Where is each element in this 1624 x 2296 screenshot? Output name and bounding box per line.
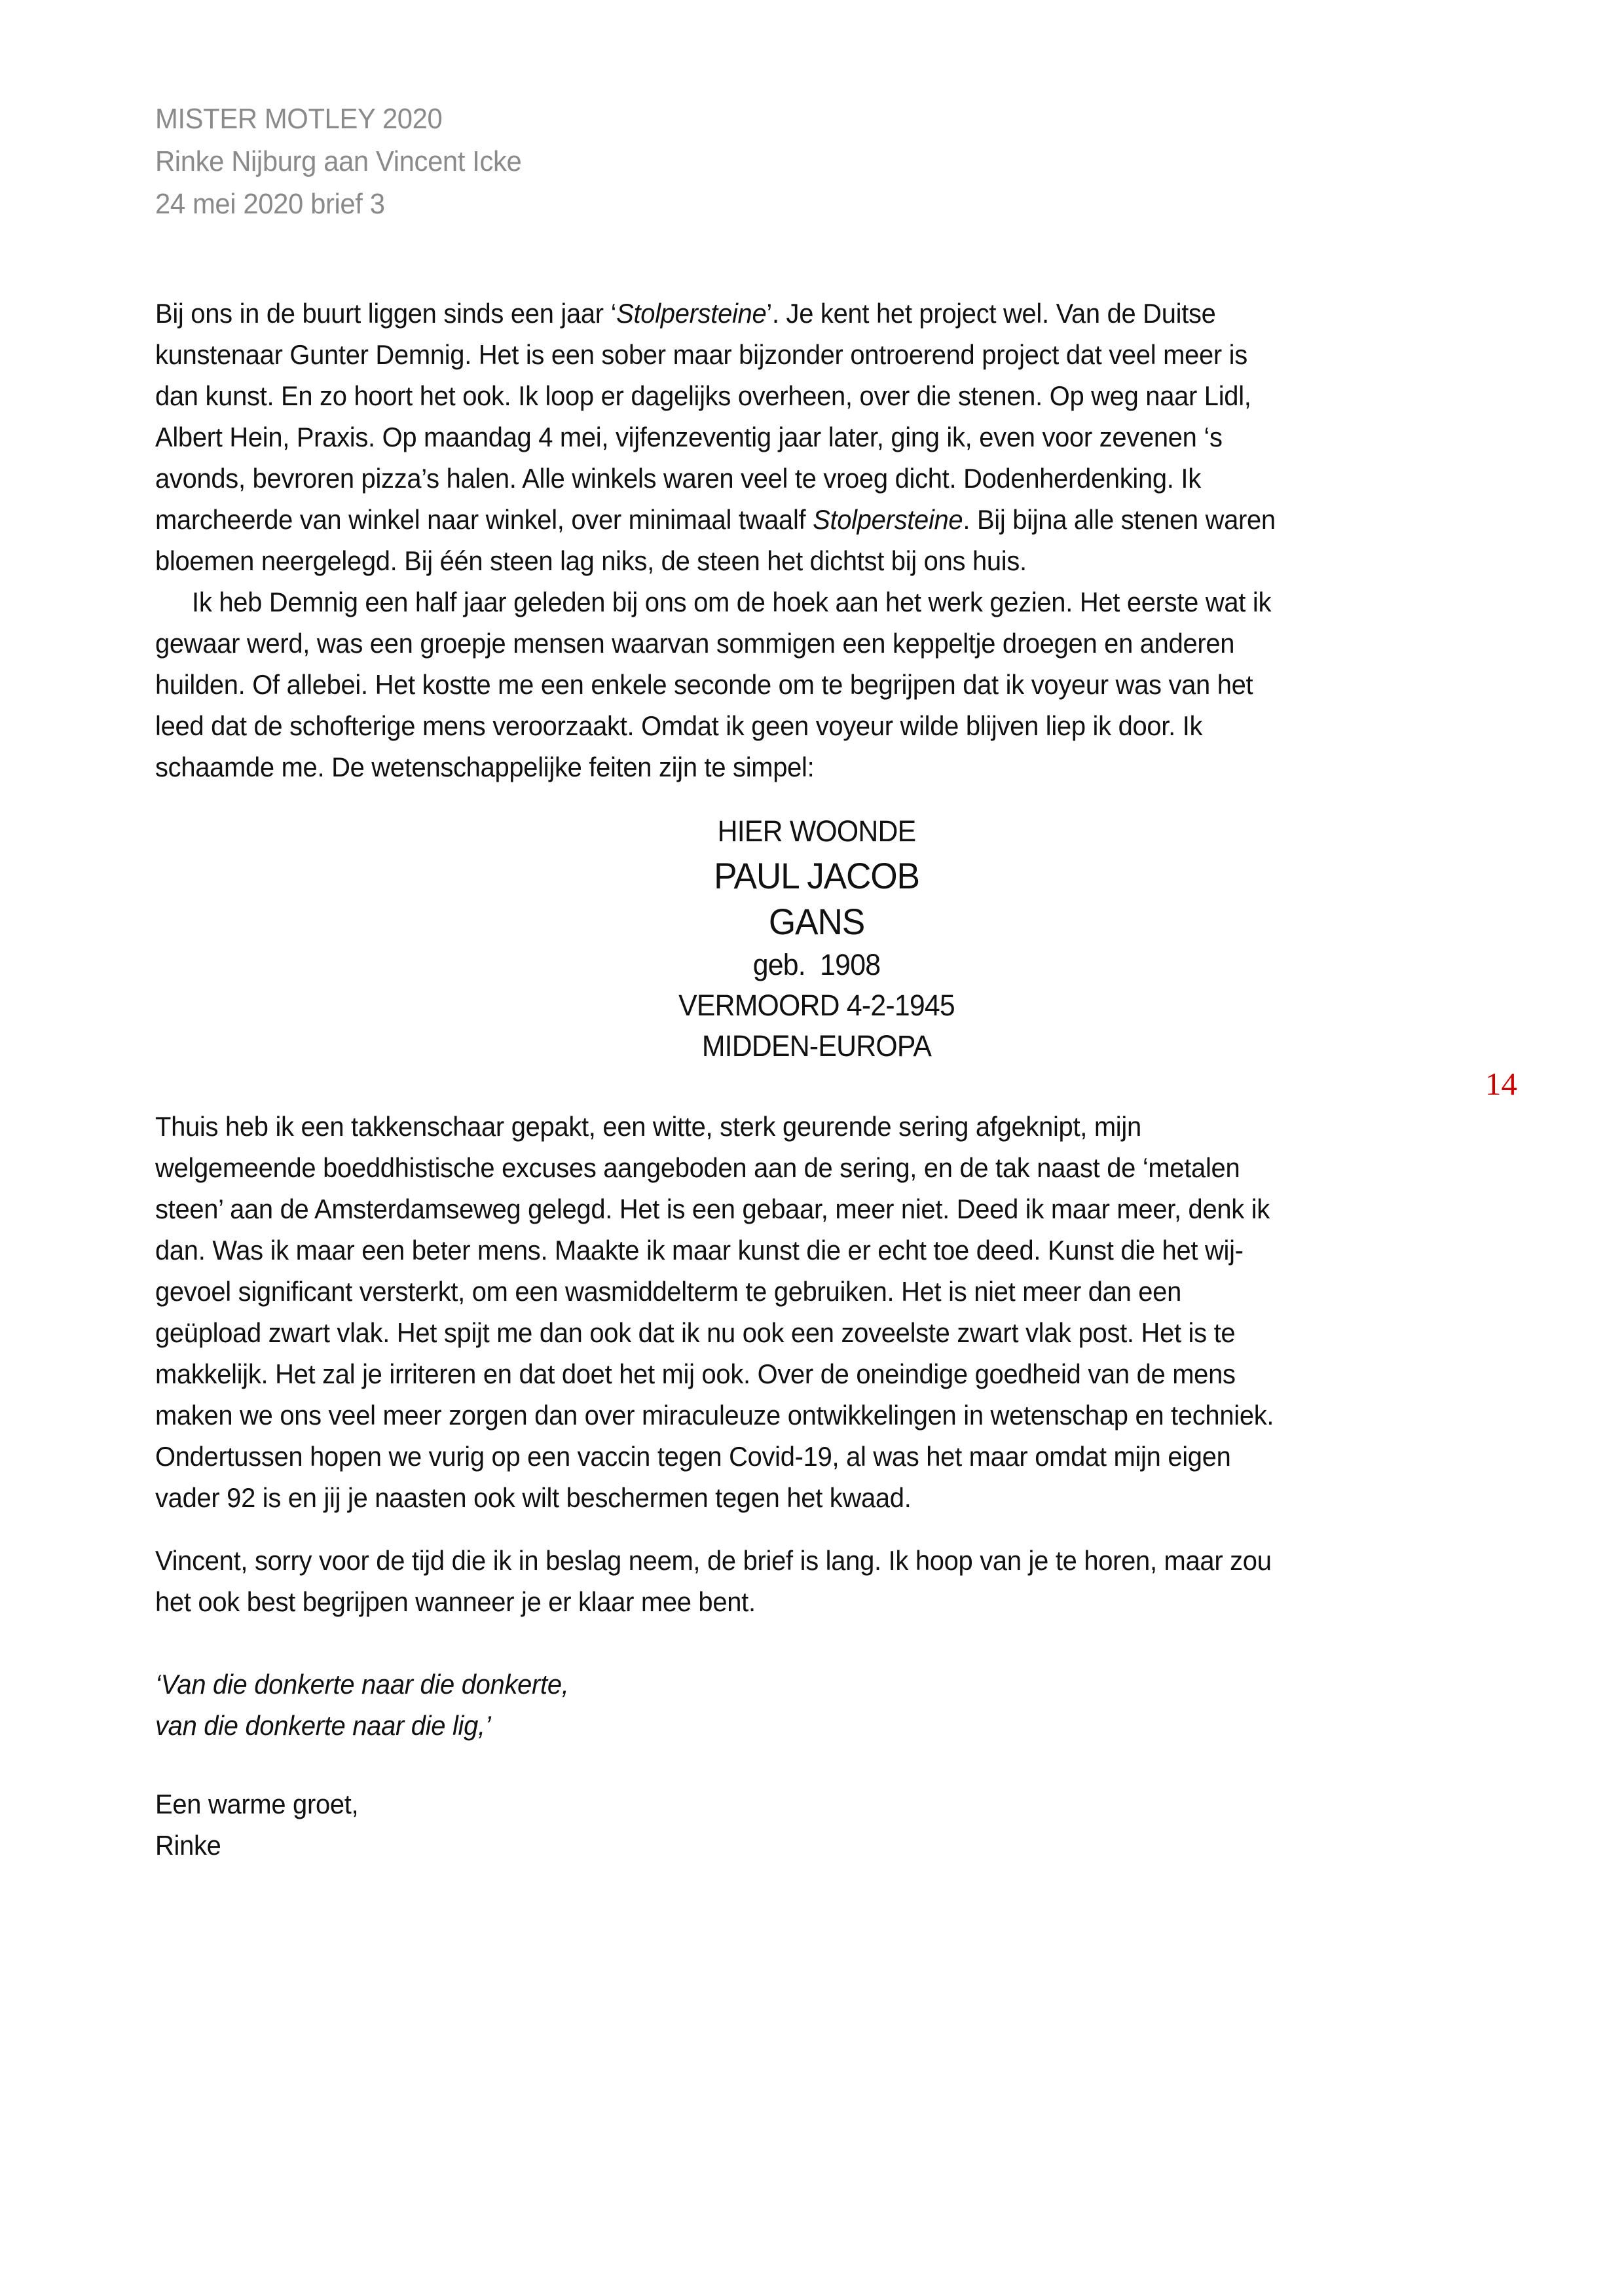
paragraph-stolpersteine — [155, 293, 1276, 581]
memorial-line-2: PAUL JACOB — [714, 855, 919, 896]
text-line: van die donkerte naar die lig,’ — [155, 1710, 491, 1741]
text-line: Ondertussen hopen we vurig op een vaccin tegen Covid-19, al was het maar omdat mijn eigen — [155, 1441, 1231, 1472]
text-line: ‘Van die donkerte naar die donkerte, — [155, 1669, 569, 1700]
letterhead — [155, 98, 521, 225]
memorial-inscription — [189, 810, 1445, 1066]
text-line: Ik heb Demnig een half jaar geleden bij ons om de hoek aan het werk gezien. Het eerste wat ik — [192, 587, 1272, 617]
text-line: Thuis heb ik een takkenschaar gepakt, een witte, sterk geurende sering afgeknipt, mijn — [155, 1111, 1141, 1142]
text-line: schaamde me. De wetenschappelijke feiten zijn te simpel: — [155, 752, 815, 782]
text-line: dan kunst. En zo hoort het ook. Ik loop er dagelijks overheen, over die stenen. Op weg naar Lidl, — [155, 380, 1251, 411]
text-line: avonds, bevroren pizza’s halen. Alle winkels waren veel te vroeg dicht. Dodenherdenking. Ik — [155, 463, 1201, 494]
memorial-line-4: geb. 1908 — [752, 948, 881, 981]
afrikaans-quote — [155, 1664, 569, 1746]
text-line: Vincent, sorry voor de tijd die ik in beslag neem, de brief is lang. Ik hoop van je te horen, maar zou — [155, 1545, 1272, 1576]
paragraph-apology — [155, 1540, 1272, 1622]
text-line: 24 mei 2020 brief 3 — [155, 188, 385, 220]
memorial-line-3: GANS — [768, 901, 865, 942]
text-line: Bij ons in de buurt liggen sinds een jaar ‘Stolpersteine’. Je kent het project wel. Van de Duitse — [155, 298, 1216, 329]
paragraph-demnig — [155, 581, 1271, 788]
memorial-line-6: MIDDEN-EUROPA — [701, 1029, 932, 1063]
text-line: dan. Was ik maar een beter mens. Maakte ik maar kunst die er echt toe deed. Kunst die het wij- — [155, 1235, 1244, 1266]
text-line: MISTER MOTLEY 2020 — [155, 103, 443, 135]
paragraph-sering — [155, 1106, 1274, 1518]
text-line: vader 92 is en jij je naasten ook wilt beschermen tegen het kwaad. — [155, 1482, 912, 1513]
signature-block — [155, 1783, 358, 1866]
text-line: Een warme groet, — [155, 1789, 359, 1819]
text-line: marcheerde van winkel naar winkel, over minimaal twaalf Stolpersteine. Bij bijna alle stenen waren — [155, 504, 1276, 535]
text-line: leed dat de schofterige mens veroorzaakt. Omdat ik geen voyeur wilde blijven liep ik door. Ik — [155, 710, 1203, 741]
text-line: makkelijk. Het zal je irriteren en dat doet het mij ook. Over de oneindige goedheid van de mens — [155, 1358, 1236, 1389]
text-line: maken we ons veel meer zorgen dan over miraculeuze ontwikkelingen in wetenschap en techniek. — [155, 1400, 1274, 1430]
text-line: kunstenaar Gunter Demnig. Het is een sober maar bijzonder ontroerend project dat veel meer is — [155, 339, 1247, 370]
text-line: geüpload zwart vlak. Het spijt me dan ook dat ik nu ook een zoveelste zwart vlak post. Het is te — [155, 1317, 1236, 1348]
page-number: 14 — [1485, 1066, 1517, 1102]
text-line: gewaar werd, was een groepje mensen waarvan sommigen een keppeltje droegen en anderen — [155, 628, 1235, 659]
text-line: bloemen neergelegd. Bij één steen lag niks, de steen het dichtst bij ons huis. — [155, 545, 1027, 576]
text-line: Albert Hein, Praxis. Op maandag 4 mei, vijfenzeventig jaar later, ging ik, even voor zevenen ‘s — [155, 422, 1223, 452]
text-line: het ook best begrijpen wanneer je er klaar mee bent. — [155, 1586, 756, 1617]
memorial-line-5: VERMOORD 4-2-1945 — [678, 989, 955, 1022]
memorial-line-1: HIER WOONDE — [717, 814, 916, 848]
text-line: gevoel significant versterkt, om een wasmiddelterm te gebruiken. Het is niet meer dan een — [155, 1276, 1181, 1307]
text-line: steen’ aan de Amsterdamseweg gelegd. Het is een gebaar, meer niet. Deed ik maar meer, denk ik — [155, 1194, 1270, 1224]
text-line: Rinke Nijburg aan Vincent Icke — [155, 145, 522, 177]
text-line: Rinke — [155, 1830, 221, 1861]
text-line: welgemeende boeddhistische excuses aangeboden aan de sering, en de tak naast de ‘metalen — [155, 1152, 1240, 1183]
text-line: huilden. Of allebei. Het kostte me een enkele seconde om te begrijpen dat ik voyeur was van het — [155, 669, 1253, 700]
